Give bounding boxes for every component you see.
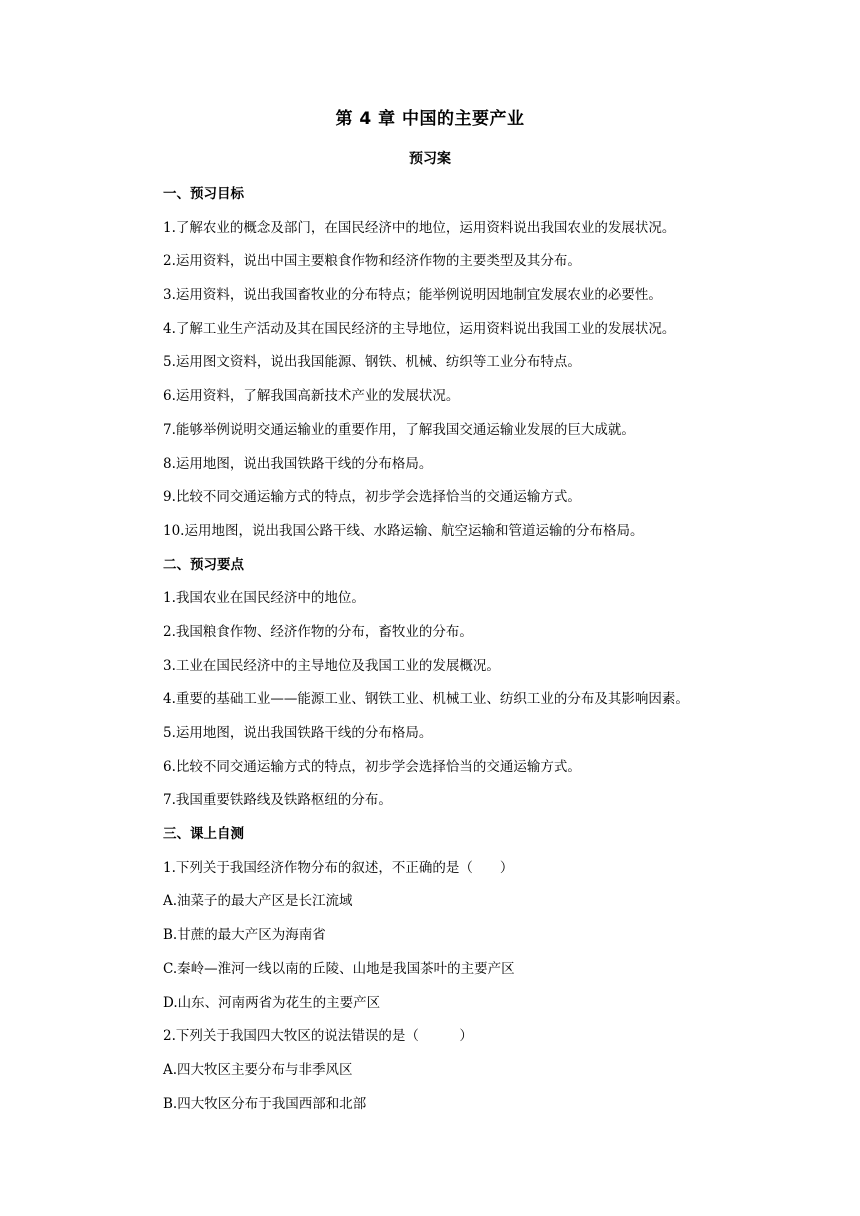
answer-option: C.秦岭—淮河一线以南的丘陵、山地是我国茶叶的主要产区 bbox=[163, 960, 515, 977]
section-heading-key-points: 二、预习要点 bbox=[163, 556, 244, 573]
list-item: 3.工业在国民经济中的主导地位及我国工业的发展概况。 bbox=[163, 657, 500, 674]
list-item: 10.运用地图，说出我国公路干线、水路运输、航空运输和管道运输的分布格局。 bbox=[163, 522, 644, 539]
answer-option: B.四大牧区分布于我国西部和北部 bbox=[163, 1095, 367, 1112]
list-item: 2.运用资料，说出中国主要粮食作物和经济作物的主要类型及其分布。 bbox=[163, 253, 581, 270]
list-item: 4.了解工业生产活动及其在国民经济的主导地位，运用资料说出我国工业的发展状况。 bbox=[163, 320, 676, 337]
list-item: 5.运用图文资料，说出我国能源、钢铁、机械、纺织等工业分布特点。 bbox=[163, 354, 581, 371]
list-item: 4.重要的基础工业——能源工业、钢铁工业、机械工业、纺织工业的分布及其影响因素。 bbox=[163, 691, 689, 708]
answer-option: B.甘蔗的最大产区为海南省 bbox=[163, 927, 326, 944]
answer-option: A.油菜子的最大产区是长江流域 bbox=[163, 893, 353, 910]
question-text: 1.下列关于我国经济作物分布的叙述，不正确的是（ ） bbox=[163, 859, 514, 876]
list-item: 8.运用地图，说出我国铁路干线的分布格局。 bbox=[163, 455, 433, 472]
document-body bbox=[163, 178, 763, 1121]
list-item: 6.运用资料，了解我国高新技术产业的发展状况。 bbox=[163, 388, 460, 405]
list-item: 1.我国农业在国民经济中的地位。 bbox=[163, 590, 365, 607]
list-item: 5.运用地图，说出我国铁路干线的分布格局。 bbox=[163, 725, 433, 741]
list-item: 1.了解农业的概念及部门，在国民经济中的地位，运用资料说出我国农业的发展状况。 bbox=[163, 219, 676, 236]
question-text: 2.下列关于我国四大牧区的说法错误的是（ ） bbox=[163, 1028, 473, 1045]
document-subtitle: 预习案 bbox=[409, 151, 451, 167]
list-item: 2.我国粮食作物、经济作物的分布，畜牧业的分布。 bbox=[163, 623, 473, 640]
list-item: 3.运用资料，说出我国畜牧业的分布特点；能举例说明因地制宜发展农业的必要性。 bbox=[163, 287, 662, 304]
list-item: 6.比较不同交通运输方式的特点，初步学会选择恰当的交通运输方式。 bbox=[163, 758, 581, 775]
list-item: 7.能够举例说明交通运输业的重要作用，了解我国交通运输业发展的巨大成就。 bbox=[163, 421, 635, 438]
answer-option: D.山东、河南两省为花生的主要产区 bbox=[163, 994, 381, 1011]
section-heading-goals: 一、预习目标 bbox=[163, 186, 244, 202]
list-item: 9.比较不同交通运输方式的特点，初步学会选择恰当的交通运输方式。 bbox=[163, 489, 581, 506]
list-item: 7.我国重要铁路线及铁路枢纽的分布。 bbox=[163, 792, 392, 809]
answer-option: A.四大牧区主要分布与非季风区 bbox=[163, 1061, 353, 1078]
section-heading-self-test: 三、课上自测 bbox=[163, 826, 244, 843]
document-title: 第 4 章 中国的主要产业 bbox=[335, 109, 525, 129]
